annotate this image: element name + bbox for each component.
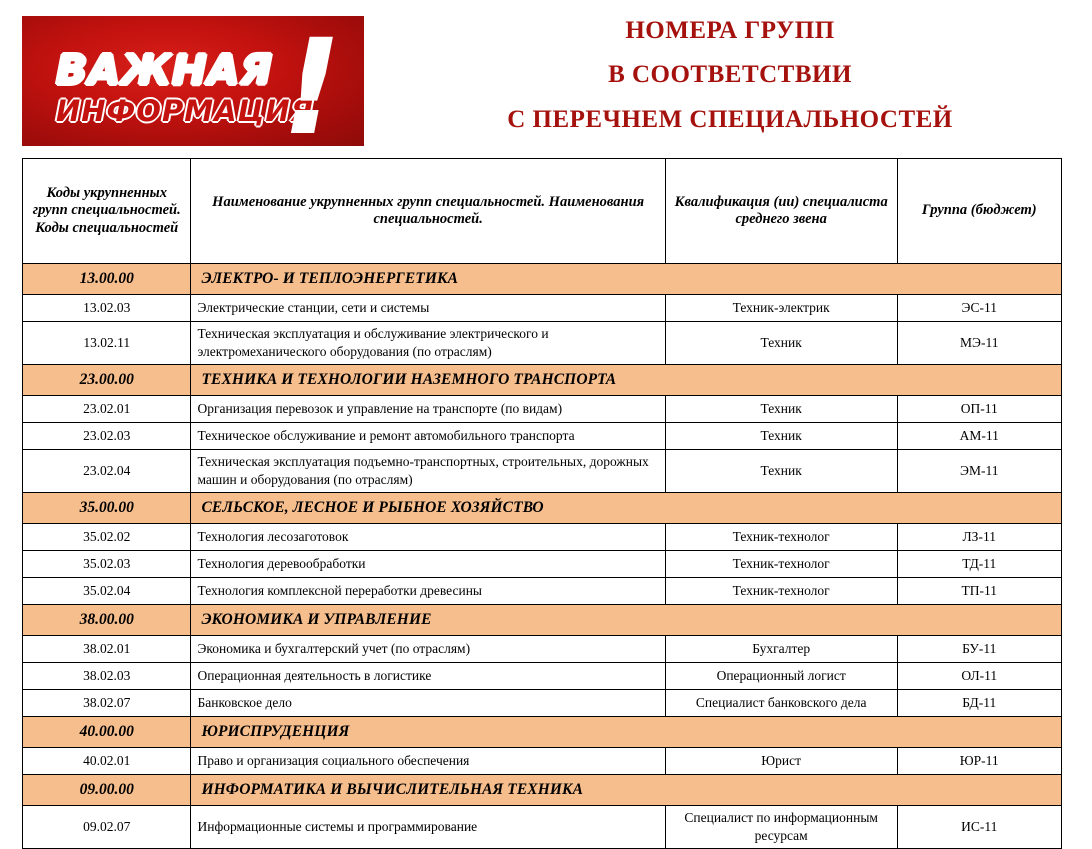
specialty-code: 35.02.03 — [23, 551, 191, 578]
banner-line-vazhnaya: ВАЖНАЯ — [56, 46, 273, 94]
specialty-code: 38.02.01 — [23, 636, 191, 663]
group-row — [23, 775, 1062, 806]
specialty-group: БД-11 — [897, 690, 1062, 717]
specialty-name: Организация перевозок и управление на транспорте (по видам) — [191, 396, 665, 423]
specialty-qualification: Техник — [665, 396, 897, 423]
header-area — [0, 0, 1092, 152]
specialty-code: 23.02.04 — [23, 450, 191, 493]
group-row — [23, 365, 1062, 396]
group-code: 38.00.00 — [23, 605, 191, 636]
specialty-name: Электрические станции, сети и системы — [191, 295, 665, 322]
specialty-qualification: Техник — [665, 322, 897, 365]
specialty-code: 38.02.07 — [23, 690, 191, 717]
table-row — [23, 322, 1062, 365]
group-title: СЕЛЬСКОЕ, ЛЕСНОЕ И РЫБНОЕ ХОЗЯЙСТВО — [191, 493, 1062, 524]
specialties-table — [22, 158, 1062, 849]
banner-text-wrap — [22, 16, 364, 146]
specialty-qualification: Техник-технолог — [665, 551, 897, 578]
specialty-name: Технология деревообработки — [191, 551, 665, 578]
specialty-group: БУ-11 — [897, 636, 1062, 663]
table-row — [23, 663, 1062, 690]
group-row — [23, 493, 1062, 524]
specialty-group: ТП-11 — [897, 578, 1062, 605]
specialty-code: 23.02.01 — [23, 396, 191, 423]
group-title: ЭКОНОМИКА И УПРАВЛЕНИЕ — [191, 605, 1062, 636]
specialty-qualification: Операционный логист — [665, 663, 897, 690]
exclamation-mark-icon: ! — [281, 16, 342, 146]
specialty-qualification: Техник — [665, 423, 897, 450]
specialty-qualification: Техник — [665, 450, 897, 493]
specialty-group: АМ-11 — [897, 423, 1062, 450]
specialty-name: Техническая эксплуатация и обслуживание электрического и электромеханического оборудования (по отраслям) — [191, 322, 665, 365]
specialty-qualification: Техник-электрик — [665, 295, 897, 322]
specialty-qualification: Бухгалтер — [665, 636, 897, 663]
specialty-qualification: Юрист — [665, 748, 897, 775]
group-code: 09.00.00 — [23, 775, 191, 806]
specialty-group: ОП-11 — [897, 396, 1062, 423]
specialty-code: 35.02.04 — [23, 578, 191, 605]
group-code: 35.00.00 — [23, 493, 191, 524]
specialty-code: 13.02.11 — [23, 322, 191, 365]
column-header-codes: Коды укрупненных групп специальностей. Коды специальностей — [23, 159, 191, 264]
group-code: 13.00.00 — [23, 264, 191, 295]
specialty-name: Технология лесозаготовок — [191, 524, 665, 551]
specialty-name: Информационные системы и программирование — [191, 806, 665, 849]
banner-line-informaciya: ИНФОРМАЦИЯ — [56, 94, 315, 128]
specialty-name: Техническая эксплуатация подъемно-транспортных, строительных, дорожных машин и оборудования (по отраслям) — [191, 450, 665, 493]
specialty-qualification: Специалист банковского дела — [665, 690, 897, 717]
column-header-qualification: Квалификация (ии) специалиста среднего звена — [665, 159, 897, 264]
specialty-group: ЛЗ-11 — [897, 524, 1062, 551]
specialty-code: 13.02.03 — [23, 295, 191, 322]
specialty-group: МЭ-11 — [897, 322, 1062, 365]
specialty-qualification: Специалист по информационным ресурсам — [665, 806, 897, 849]
table-row — [23, 423, 1062, 450]
specialty-group: ЭС-11 — [897, 295, 1062, 322]
group-row — [23, 717, 1062, 748]
important-information-banner — [22, 16, 364, 146]
page-title — [380, 18, 1080, 133]
table-row — [23, 578, 1062, 605]
table-row — [23, 806, 1062, 849]
group-title: ЮРИСПРУДЕНЦИЯ — [191, 717, 1062, 748]
title-line-1: НОМЕРА ГРУПП — [625, 17, 835, 44]
specialty-name: Право и организация социального обеспечения — [191, 748, 665, 775]
table-body — [23, 264, 1062, 849]
table-row — [23, 636, 1062, 663]
specialty-name: Банковское дело — [191, 690, 665, 717]
table-head — [23, 159, 1062, 264]
specialty-qualification: Техник-технолог — [665, 524, 897, 551]
table-row — [23, 524, 1062, 551]
table-row — [23, 748, 1062, 775]
specialties-table-wrap — [22, 158, 1062, 849]
specialty-name: Техническое обслуживание и ремонт автомобильного транспорта — [191, 423, 665, 450]
title-line-3: С ПЕРЕЧНЕМ СПЕЦИАЛЬНОСТЕЙ — [507, 105, 953, 133]
specialty-code: 38.02.03 — [23, 663, 191, 690]
specialty-code: 23.02.03 — [23, 423, 191, 450]
specialty-code: 35.02.02 — [23, 524, 191, 551]
specialty-name: Операционная деятельность в логистике — [191, 663, 665, 690]
specialty-group: ЭМ-11 — [897, 450, 1062, 493]
title-line-2: В СООТВЕТСТВИИ — [608, 61, 852, 89]
specialty-qualification: Техник-технолог — [665, 578, 897, 605]
specialty-name: Технология комплексной переработки древесины — [191, 578, 665, 605]
group-title: ЭЛЕКТРО- И ТЕПЛОЭНЕРГЕТИКА — [191, 264, 1062, 295]
specialty-code: 40.02.01 — [23, 748, 191, 775]
specialty-name: Экономика и бухгалтерский учет (по отраслям) — [191, 636, 665, 663]
specialty-group: ЮР-11 — [897, 748, 1062, 775]
group-title: ИНФОРМАТИКА И ВЫЧИСЛИТЕЛЬНАЯ ТЕХНИКА — [191, 775, 1062, 806]
table-row — [23, 450, 1062, 493]
specialty-group: ИС-11 — [897, 806, 1062, 849]
group-row — [23, 264, 1062, 295]
table-row — [23, 295, 1062, 322]
group-code: 40.00.00 — [23, 717, 191, 748]
table-row — [23, 396, 1062, 423]
specialty-code: 09.02.07 — [23, 806, 191, 849]
column-header-group: Группа (бюджет) — [897, 159, 1062, 264]
group-title: ТЕХНИКА И ТЕХНОЛОГИИ НАЗЕМНОГО ТРАНСПОРТА — [191, 365, 1062, 396]
column-header-names: Наименование укрупненных групп специальностей. Наименования специальностей. — [191, 159, 665, 264]
group-code: 23.00.00 — [23, 365, 191, 396]
table-row — [23, 551, 1062, 578]
specialty-group: ТД-11 — [897, 551, 1062, 578]
specialty-group: ОЛ-11 — [897, 663, 1062, 690]
table-row — [23, 690, 1062, 717]
group-row — [23, 605, 1062, 636]
table-header-row — [23, 159, 1062, 264]
